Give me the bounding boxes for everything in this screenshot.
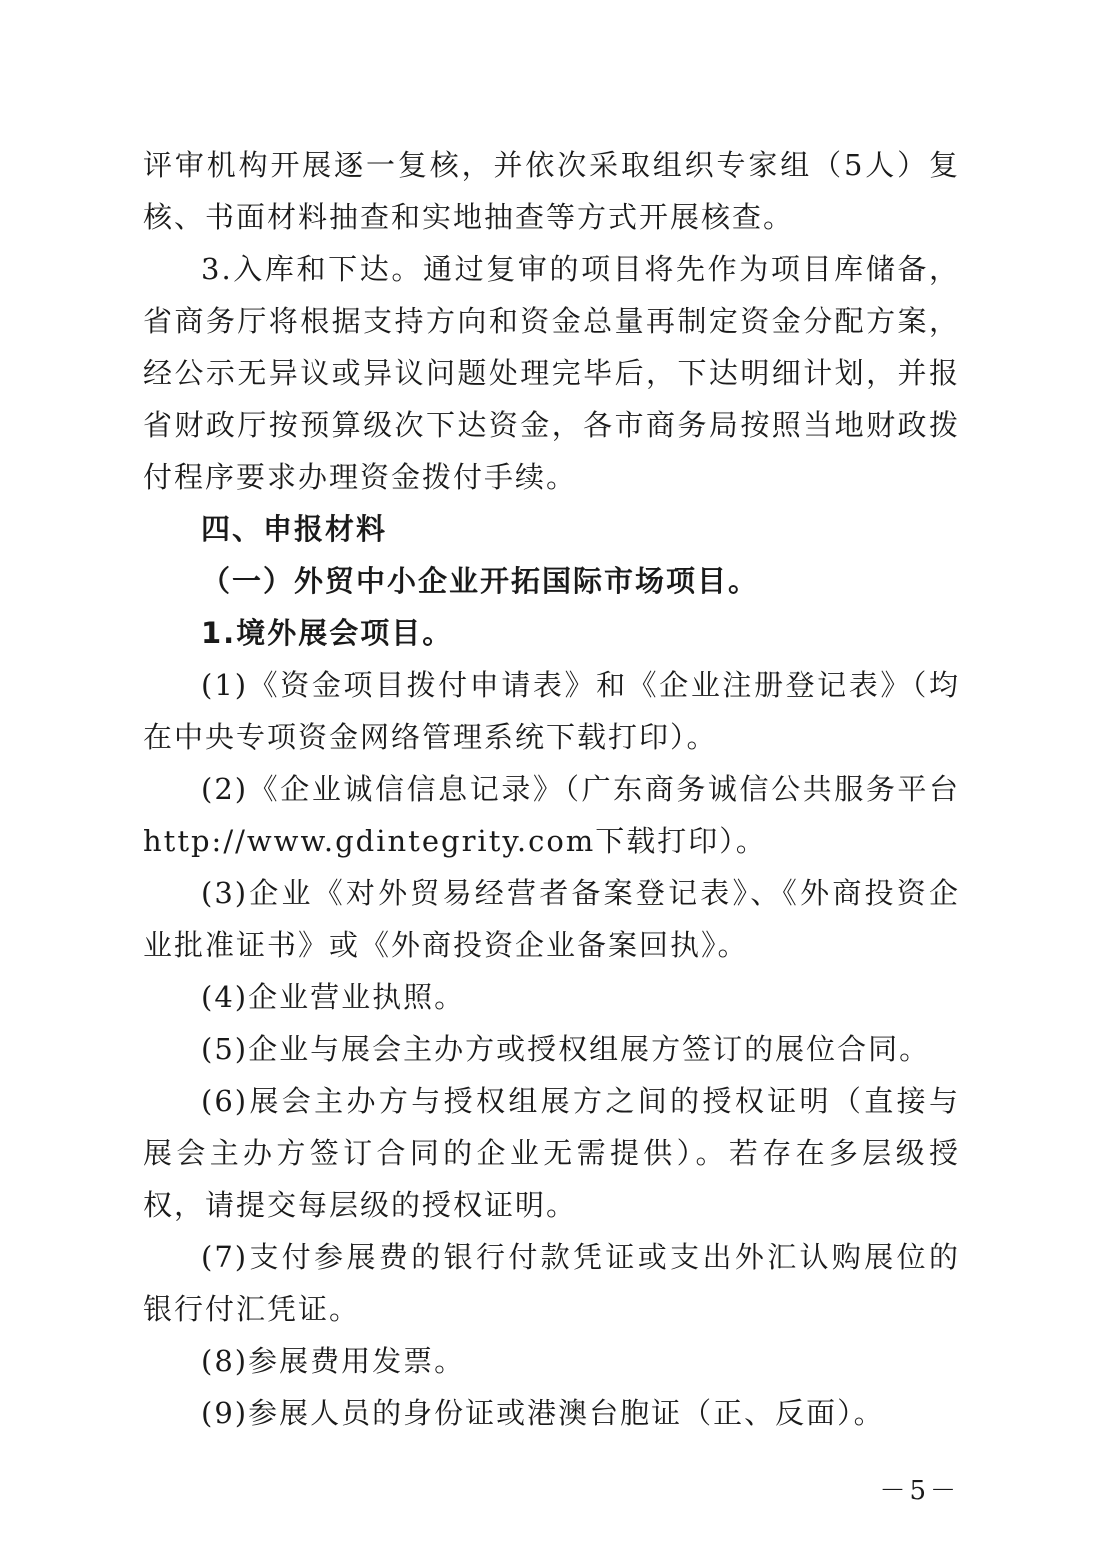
paragraph-storage-and-issuance: 3.入库和下达。通过复审的项目将先作为项目库储备，省商务厅将根据支持方向和资金总量再制定资金分配方案，经公示无异议或异议问题处理完毕后，下达明细计划，并报省财政厅按预算级次下达资金，各市商务局按照当地财政拨付程序要求办理资金拨付手续。 — [143, 252, 960, 494]
item-8-invoice: (8)参展费用发票。 — [201, 1344, 466, 1378]
body-text — [143, 139, 960, 1439]
heading-overseas-exhibition: 1.境外展会项目。 — [201, 616, 454, 650]
page-number: －5－ — [879, 1476, 960, 1506]
item-5-booth-contract: (5)企业与展会主办方或授权组展方签订的展位合同。 — [201, 1032, 931, 1066]
paragraph-review-continuation: 评审机构开展逐一复核，并依次采取组织专家组（5人）复核、书面材料抽查和实地抽查等方式开展核查。 — [143, 148, 960, 234]
item-6-authorization-proof: (6)展会主办方与授权组展方之间的授权证明（直接与展会主办方签订合同的企业无需提供）。若存在多层级授权，请提交每层级的授权证明。 — [143, 1084, 960, 1222]
item-2-integrity-record: (2)《企业诚信信息记录》（广东商务诚信公共服务平台http://www.gdintegrity.com下载打印）。 — [143, 772, 960, 858]
heading-sme-market-project: （一）外贸中小企业开拓国际市场项目。 — [201, 564, 760, 598]
item-1-application-forms: (1)《资金项目拨付申请表》和《企业注册登记表》（均在中央专项资金网络管理系统下载打印）。 — [143, 668, 960, 754]
item-7-payment-voucher: (7)支付参展费的银行付款凭证或支出外汇认购展位的银行付汇凭证。 — [143, 1240, 960, 1326]
heading-application-materials: 四、申报材料 — [201, 512, 388, 546]
item-4-business-license: (4)企业营业执照。 — [201, 980, 466, 1014]
item-3-registration-forms: (3)企业《对外贸易经营者备案登记表》、《外商投资企业批准证书》或《外商投资企业备案回执》。 — [143, 876, 960, 962]
item-9-identity-documents: (9)参展人员的身份证或港澳台胞证（正、反面）。 — [201, 1396, 885, 1430]
